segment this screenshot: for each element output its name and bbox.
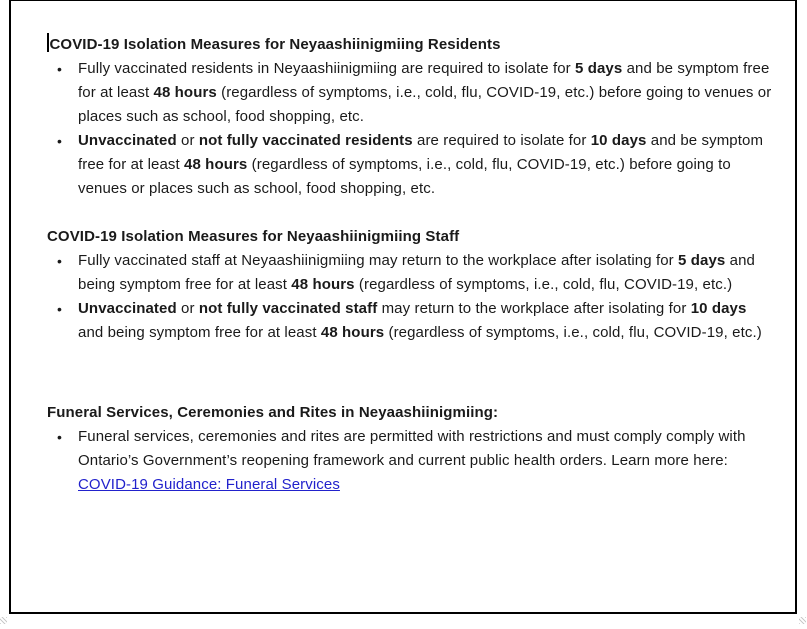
text-segment: 10 days [690,300,747,317]
text-segment: 5 days [575,60,623,77]
bullet-text [78,57,773,129]
text-segment: or [176,132,199,149]
document-border-box [9,0,797,614]
page-corner-mark-left [0,617,7,624]
text-segment: 48 hours [184,156,248,173]
bullet-list [47,57,773,201]
text-segment: may return to the workplace after isolating for [377,300,691,317]
bullet-item [47,129,773,201]
bullet-text [78,425,773,497]
page-corner-mark-right [799,617,806,624]
text-cursor [47,33,49,52]
text-segment: or [176,300,199,317]
text-segment: (regardless of symptoms, i.e., cold, flu, COVID-19, etc.) before going to venues or places such as school, food shopping, etc. [78,156,731,197]
section-heading-funeral-services [47,401,773,425]
text-segment: not fully vaccinated staff [198,300,378,317]
bullet-item [47,249,773,297]
text-segment: 10 days [590,132,647,149]
text-segment: not fully vaccinated residents [198,132,413,149]
bullet-marker: • [57,253,63,269]
text-segment: 48 hours [291,276,355,293]
text-segment: and being symptom free for at least [78,252,755,293]
bullet-list [47,425,773,497]
document-content[interactable] [11,1,795,497]
bullet-marker: • [57,61,63,77]
text-segment: Fully vaccinated residents in Neyaashiinigmiing are required to isolate for [78,60,576,77]
text-segment: and be symptom free for at least [78,60,770,101]
text-segment: and being symptom free for at least [78,324,321,341]
text-segment: and be symptom free for at least [78,132,764,173]
text-segment: 48 hours [320,324,385,341]
bullet-marker: • [57,133,63,149]
section-heading-residents-isolation [47,33,773,57]
section-heading-text: COVID-19 Isolation Measures for Neyaashiinigmiing Staff [47,228,460,245]
bullet-marker: • [57,429,63,445]
covid-funeral-guidance-link[interactable]: COVID-19 Guidance: Funeral Services [78,476,340,493]
text-segment: Unvaccinated [78,300,177,317]
section-staff-isolation [47,225,773,345]
bullet-item [47,297,773,345]
bullet-text [78,249,773,297]
bullet-item [47,425,773,497]
text-segment: (regardless of symptoms, i.e., cold, flu, COVID-19, etc.) before going to venues or places such as school, food shopping, etc. [78,84,772,125]
text-segment: Funeral services, ceremonies and rites are permitted with restrictions and must comply comply with Ontario’s Government’s reopening framework and current public health orders. Learn more here: [78,428,746,469]
bullet-text [78,297,773,345]
text-segment: Fully vaccinated staff at Neyaashiinigmiing may return to the workplace after isolating for [78,252,679,269]
text-segment: (regardless of symptoms, i.e., cold, flu, COVID-19, etc.) [354,276,733,293]
bullet-marker: • [57,301,63,317]
text-segment: 5 days [678,252,726,269]
section-residents-isolation [47,33,773,201]
bullet-list [47,249,773,345]
section-heading-text: Funeral Services, Ceremonies and Rites in Neyaashiinigmiing: [47,404,499,421]
text-segment: (regardless of symptoms, i.e., cold, flu, COVID-19, etc.) [384,324,762,341]
section-funeral-services [47,401,773,497]
section-heading-staff-isolation [47,225,773,249]
text-segment: are required to isolate for [412,132,591,149]
bullet-text [78,129,773,201]
text-segment: 48 hours [153,84,217,101]
section-heading-text: COVID-19 Isolation Measures for Neyaashiinigmiing Residents [49,36,501,53]
bullet-item [47,57,773,129]
text-segment: Unvaccinated [78,132,177,149]
